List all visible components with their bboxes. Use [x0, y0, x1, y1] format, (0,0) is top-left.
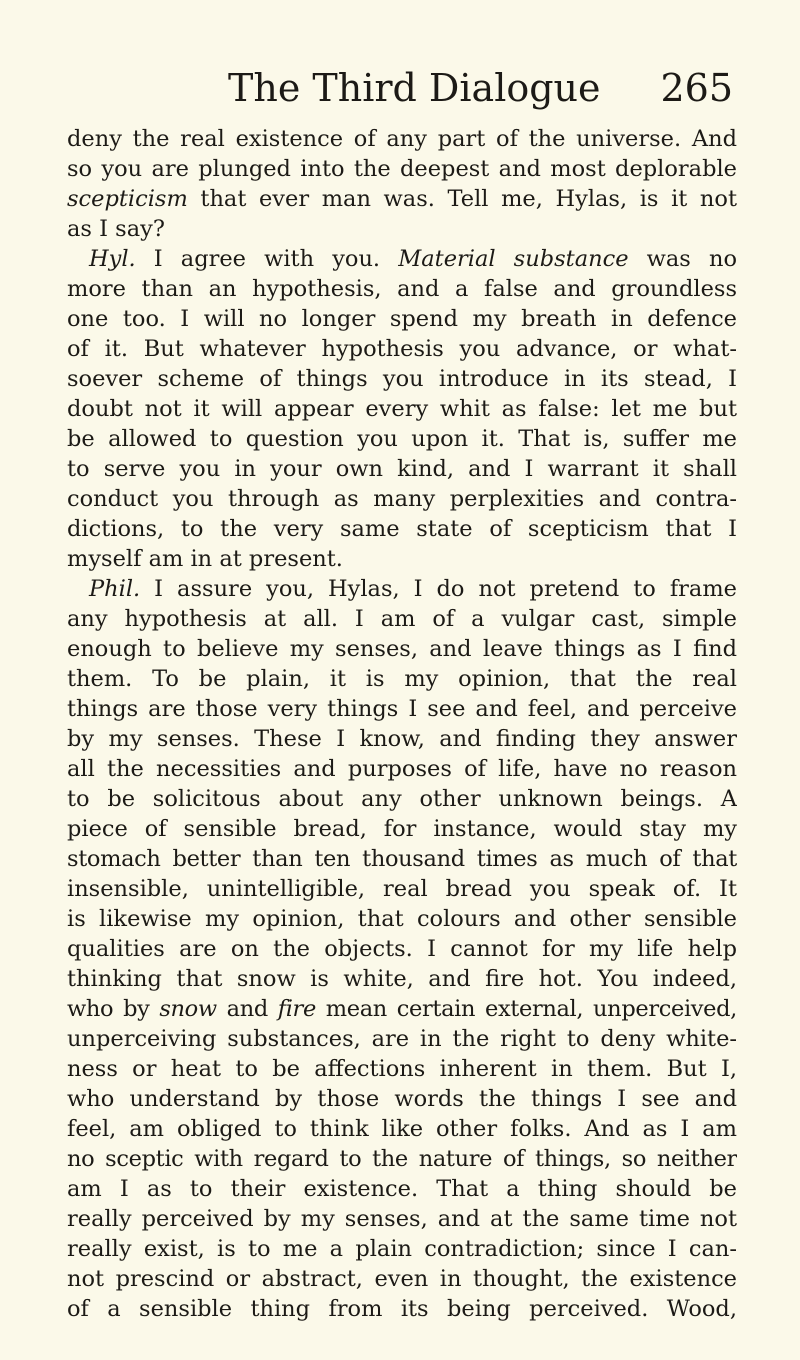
text-line: them. To be plain, it is my opinion, that the real [67, 666, 737, 692]
page-number: 265 [660, 66, 733, 110]
text-line: things are those very things I see and feel, and perceive [67, 696, 737, 722]
text-line: of a sensible thing from its being perceived. Wood, [67, 1296, 737, 1322]
running-title: The Third Dialogue [228, 66, 601, 110]
text-line: thinking that snow is white, and fire hot. You indeed, [67, 966, 737, 992]
text-line: qualities are on the objects. I cannot for my life help [67, 936, 737, 962]
text-line: any hypothesis at all. I am of a vulgar cast, simple [67, 606, 737, 632]
text-line: deny the real existence of any part of the universe. And [67, 126, 737, 152]
text-line: stomach better than ten thousand times as much of that [67, 846, 737, 872]
text-line: conduct you through as many perplexities and contra- [67, 486, 737, 512]
text-line: scepticism that ever man was. Tell me, Hylas, is it not [67, 186, 737, 212]
text-line: is likewise my opinion, that colours and other sensible [67, 906, 737, 932]
body-text [67, 124, 737, 1324]
text-line: by my senses. These I know, and finding they answer [67, 726, 737, 752]
text-line: one too. I will no longer spend my breath in defence [67, 306, 737, 332]
text-line: more than an hypothesis, and a false and groundless [67, 276, 737, 302]
text-line: doubt not it will appear every whit as false: let me but [67, 396, 737, 422]
text-line: unperceiving substances, are in the right to deny white- [67, 1026, 737, 1052]
text-line: myself am in at present. [67, 546, 343, 572]
text-line: so you are plunged into the deepest and most deplorable [67, 156, 737, 182]
text-line: be allowed to question you upon it. That is, suffer me [67, 426, 737, 452]
text-line: as I say? [67, 216, 165, 242]
text-line: who understand by those words the things I see and [67, 1086, 737, 1112]
text-line: enough to believe my senses, and leave things as I find [67, 636, 737, 662]
speaker-line-hylas: Hyl. I agree with you. Material substance was no [89, 246, 737, 272]
text-line: piece of sensible bread, for instance, would stay my [67, 816, 737, 842]
text-line: feel, am obliged to think like other folks. And as I am [67, 1116, 737, 1142]
text-line: to be solicitous about any other unknown beings. A [67, 786, 737, 812]
text-line: to serve you in your own kind, and I warrant it shall [67, 456, 737, 482]
text-line: dictions, to the very same state of scepticism that I [67, 516, 737, 542]
text-line: not prescind or abstract, even in thought, the existence [67, 1266, 737, 1292]
text-line: insensible, unintelligible, real bread you speak of. It [67, 876, 737, 902]
text-line: am I as to their existence. That a thing should be [67, 1176, 737, 1202]
text-line: really perceived by my senses, and at the same time not [67, 1206, 737, 1232]
text-line: of it. But whatever hypothesis you advance, or what- [67, 336, 737, 362]
text-line: all the necessities and purposes of life, have no reason [67, 756, 737, 782]
text-line: no sceptic with regard to the nature of things, so neither [67, 1146, 737, 1172]
text-line: soever scheme of things you introduce in its stead, I [67, 366, 737, 392]
running-head [67, 58, 737, 118]
speaker-line-philonous: Phil. I assure you, Hylas, I do not pretend to frame [89, 576, 737, 602]
book-page [67, 58, 737, 1324]
text-line: really exist, is to me a plain contradiction; since I can- [67, 1236, 737, 1262]
text-line: who by snow and fire mean certain external, unperceived, [67, 996, 737, 1022]
text-line: ness or heat to be affections inherent in them. But I, [67, 1056, 737, 1082]
